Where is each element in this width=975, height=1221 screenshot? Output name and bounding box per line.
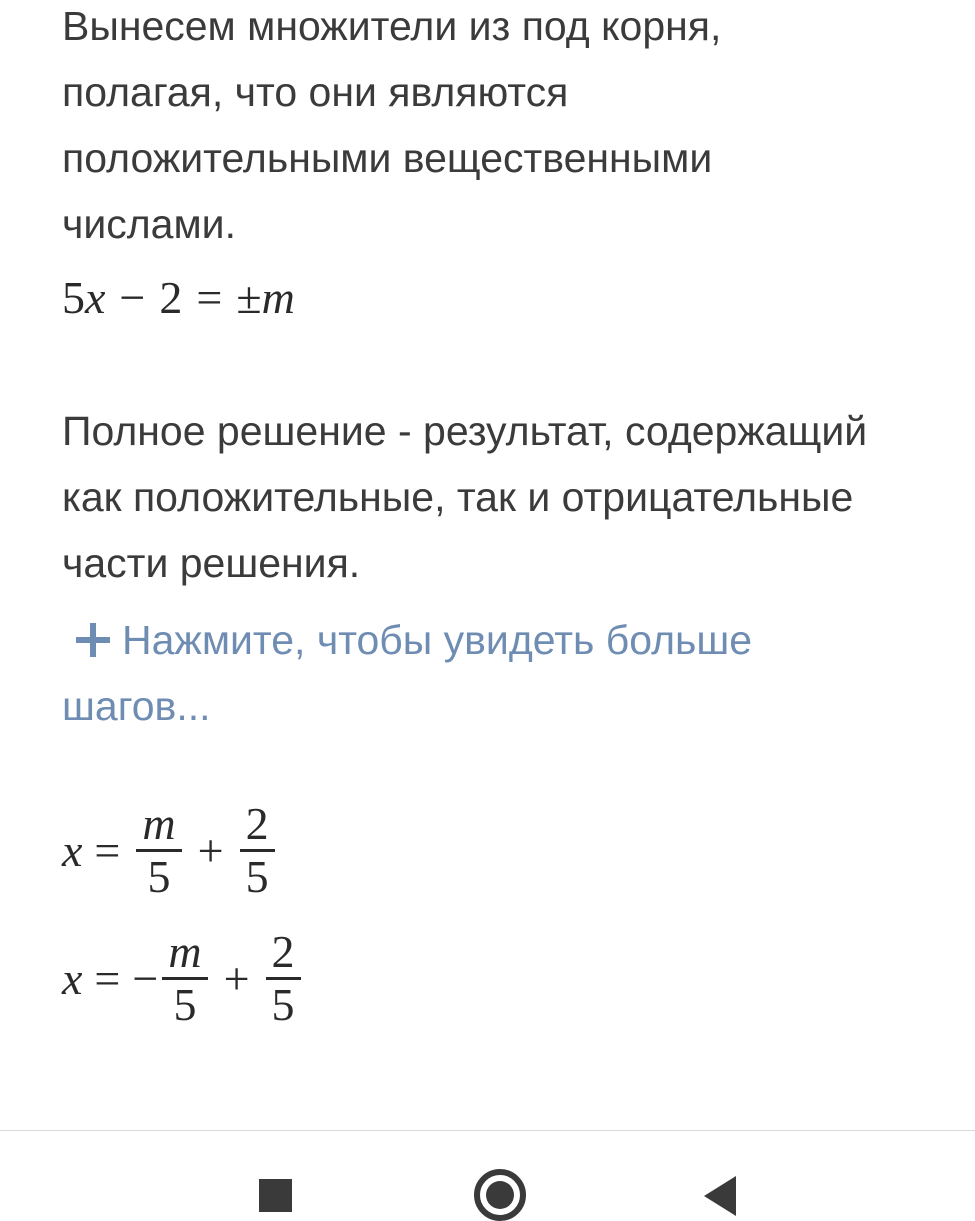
equals-sign: = xyxy=(94,824,121,876)
constant: 2 xyxy=(159,272,183,323)
coef: 5 xyxy=(62,272,85,323)
numerator: m xyxy=(142,797,176,849)
negative-sign: − xyxy=(132,952,159,1004)
solution-negative xyxy=(62,918,305,1038)
minus-sign: − xyxy=(119,272,146,323)
show-more-label: Нажмите, чтобы увидеть больше xyxy=(122,617,753,663)
plus-sign: + xyxy=(223,952,250,1004)
intro-line: положительными вещественными xyxy=(62,135,713,181)
back-icon[interactable] xyxy=(704,1176,736,1216)
equals-sign: = xyxy=(196,272,223,323)
intro-line: числами. xyxy=(62,201,236,247)
var-x: x xyxy=(85,272,106,323)
var-m: m xyxy=(261,272,295,323)
plus-minus-sign: ± xyxy=(236,272,262,323)
recents-icon[interactable] xyxy=(259,1179,292,1212)
intro-line: полагая, что они являются xyxy=(62,69,569,115)
full-solution-line: Полное решение - результат, содержащий xyxy=(62,408,868,454)
home-icon[interactable] xyxy=(474,1169,526,1221)
denominator: 5 xyxy=(271,978,295,1030)
equals-sign: = xyxy=(94,952,121,1004)
full-solution-line: как положительные, так и отрицательные xyxy=(62,474,854,520)
fraction-2-over-5 xyxy=(266,927,301,1030)
fraction-m-over-5 xyxy=(136,799,181,902)
numerator: 2 xyxy=(245,797,269,849)
var-x: x xyxy=(62,952,83,1004)
intro-line: Вынесем множители из под корня, xyxy=(62,3,722,49)
plus-sign: + xyxy=(197,824,224,876)
solution-positive xyxy=(62,790,279,910)
var-x: x xyxy=(62,824,83,876)
denominator: 5 xyxy=(173,978,197,1030)
plus-icon xyxy=(76,623,110,657)
denominator: 5 xyxy=(245,850,269,902)
denominator: 5 xyxy=(147,850,171,902)
system-navigation-bar xyxy=(0,1131,975,1209)
fraction-m-over-5 xyxy=(162,927,207,1030)
show-more-steps-link[interactable] xyxy=(62,607,752,739)
show-more-label-cont: шагов... xyxy=(62,683,211,729)
equation-pm xyxy=(62,268,295,328)
full-solution-text xyxy=(62,398,867,596)
numerator: 2 xyxy=(271,925,295,977)
full-solution-line: части решения. xyxy=(62,540,361,586)
numerator: m xyxy=(168,925,202,977)
intro-text xyxy=(62,0,721,257)
fraction-2-over-5 xyxy=(240,799,275,902)
